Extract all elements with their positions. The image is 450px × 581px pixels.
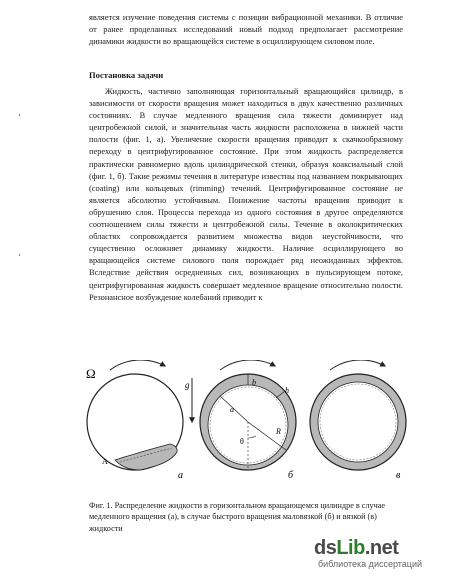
margin-mark: ʻ <box>18 112 21 122</box>
watermark <box>314 537 426 573</box>
figure-cylinders <box>80 360 410 490</box>
figure-caption: Фиг. 1. Распределение жидкости в горизонтальном вращающемся цилиндре в случае медленного вращения (а), в случае быстрого вращения маловязкой (б) и вязкой (в) жидкости <box>89 501 385 533</box>
paragraph-main: Жидкость, частично заполняющая горизонтальный вращающийся цилиндр, в зависимости от скорости вращения может находиться в двух качественно различных состояниях. В случае медленного вращения сила тяжести доминирует над центробежной силой, и значительная часть жидкости расположена в нижней части полости (фиг. 1, а). Увеличение скорости вращения приводит к скачкообразному переходу в центрифугированное состояние. При этом жидкость распределяется практически равномерно вдоль цилиндрической стенки, образуя коаксиальный слой (фиг. 1, б). Такие режимы течения в литературе известны под названием покрывающих (coating) или кольцевых (rimming) течений. Центрифугированное состояние не является абсолютно устойчивым. Понижение частоты вращения приводит к обрушению слоя. Процессы перехода из одного состояния в другое определяются соотношением силы тяжести и центробежной силы. Течение в околокритических областях сопровождается развитием множества видов неустойчивости, что существенно осложняет динамику жидкости. Наличие осциллирующего во вращающейся системе силового поля порождает ряд неожиданных эффектов. Вследствие действия осредненных сил, возникающих в пульсирующем потоке, центрифугированная жидкость совершает медленное вращение относительно полости. Резонансное возбуждение колебаний приводит к <box>89 87 403 302</box>
liquid-pool-a <box>115 444 177 470</box>
watermark-subtitle: библиотека диссертаций <box>318 559 423 569</box>
panel-a-diagram <box>86 360 183 481</box>
panel-label-c: в <box>396 470 401 481</box>
watermark-main: Lib <box>336 537 365 559</box>
cylinder-inner-c <box>318 382 398 462</box>
label-g: g <box>185 380 190 390</box>
omega-label: Ω <box>86 366 96 381</box>
label-theta: θ <box>240 437 244 446</box>
panel-label-a: а <box>178 470 183 481</box>
watermark-suffix: .net <box>364 537 399 559</box>
rotation-arrow-c <box>330 360 385 370</box>
cylinder-inner-b <box>208 385 288 465</box>
label-b: b <box>252 378 256 387</box>
margin-mark: ʻ <box>18 252 21 262</box>
label-R: R <box>276 427 281 436</box>
watermark-prefix: ds <box>314 537 337 559</box>
label-h: h <box>285 386 289 395</box>
gravity-arrow <box>185 378 192 422</box>
watermark-logo <box>314 537 398 560</box>
panel-c-diagram <box>310 360 406 481</box>
rotation-arrow-a <box>110 360 165 370</box>
panel-b-diagram <box>200 360 296 481</box>
rotation-arrow-b <box>220 360 275 370</box>
label-A: A <box>102 457 108 466</box>
paragraph-intro: является изучение поведения системы с позиции вибрационной механики. В отличие от ранее проделанных исследований новый подход предполагает рассмотрение динамики жидкости во вращающейся системе в осциллирующем силовом поле. <box>89 13 403 47</box>
label-a-inner: a <box>230 405 234 414</box>
section-heading: Постановка задачи <box>89 70 164 80</box>
panel-label-b: б <box>288 470 294 481</box>
